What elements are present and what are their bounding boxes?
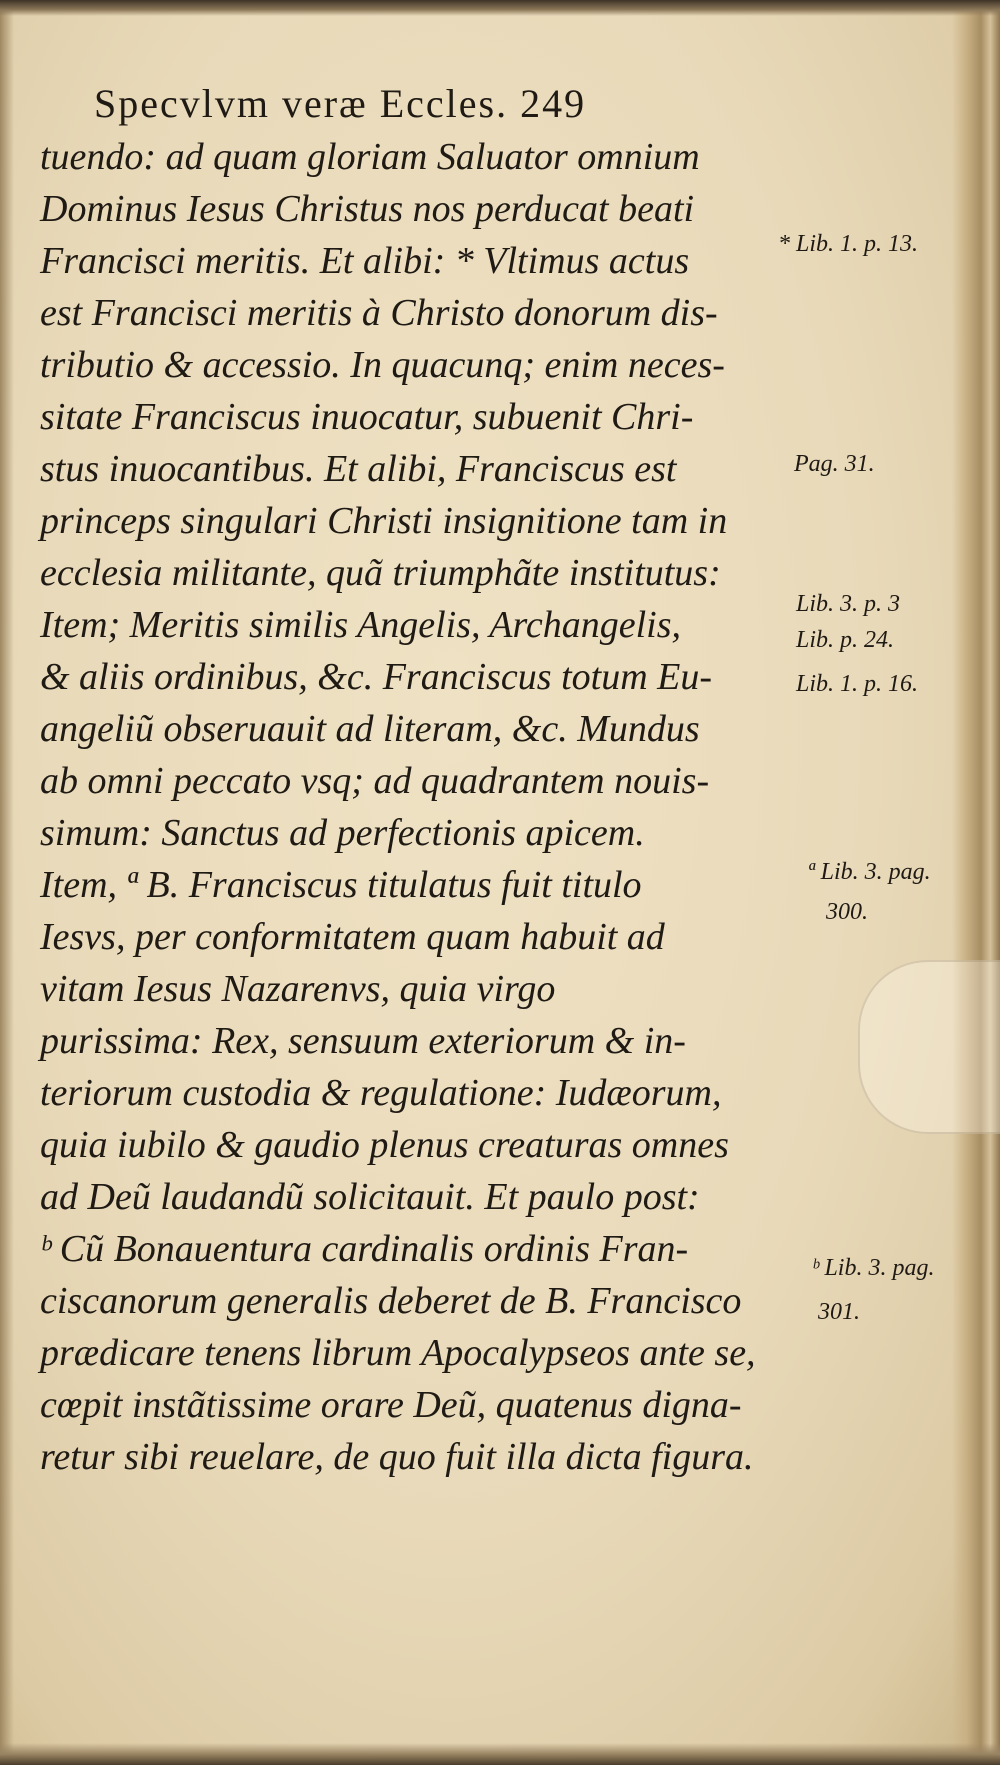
text-line: Francisci meritis. Et alibi: * Vltimus actus [40,240,690,282]
text-line: & aliis ordinibus, &c. Franciscus totum Eu- [40,656,713,698]
text-line: prædicare tenens librum Apocalypseos ante se, [40,1332,756,1374]
text-line: stus inuocantibus. Et alibi, Franciscus est [40,448,677,490]
page-tab-mark [858,960,1000,1134]
margin-note: 301. [818,1299,860,1325]
text-line: ad Deũ laudandũ solicitauit. Et paulo post: [40,1176,700,1218]
page-bottom-edge [0,1743,1000,1765]
page-top-edge [0,0,1000,16]
text-line: retur sibi reuelare, de quo fuit illa dicta figura. [40,1436,754,1478]
text-line: angeliũ obseruauit ad literam, &c. Mundus [40,708,700,750]
text-line: Iesvs, per conformitatem quam habuit ad [40,916,665,958]
text-line: tuendo: ad quam gloriam Saluator omnium [40,136,700,178]
text-line: Dominus Iesus Christus nos perducat beati [40,188,695,230]
text-line: tributio & accessio. In quacunq; enim neces- [40,344,725,386]
text-line: quia iubilo & gaudio plenus creaturas omnes [40,1124,729,1166]
page-right-edge [952,0,1000,1765]
text-line: sitate Franciscus inuocatur, subuenit Chri- [40,396,694,438]
text-line: teriorum custodia & regulatione: Iudæorum, [40,1072,722,1114]
margin-note: ª Lib. 3. pag. [808,859,931,885]
text-line: ecclesia militante, quã triumphãte institutus: [40,552,721,594]
text-line: Item; Meritis similis Angelis, Archangelis, [40,604,682,646]
margin-note: Lib. 3. p. 3 [796,591,901,617]
margin-note: Lib. 1. p. 16. [796,671,919,697]
text-line: ciscanorum generalis deberet de B. Francisco [40,1280,742,1322]
text-line: est Francisci meritis à Christo donorum dis- [40,292,718,334]
margin-note: ᵇ Lib. 3. pag. [812,1255,935,1281]
text-line: Item, ª B. Franciscus titulatus fuit titulo [40,864,642,906]
margin-note: 300. [826,899,868,925]
running-header: Specvlvm veræ Eccles. 249 [94,81,587,126]
margin-note: Lib. p. 24. [796,627,895,653]
text-line: cœpit instãtissime orare Deũ, quatenus digna- [40,1384,742,1426]
text-line: princeps singulari Christi insignitione tam in [40,500,728,542]
text-line: ab omni peccato vsq; ad quadrantem nouis- [40,760,710,802]
text-line: vitam Iesus Nazarenvs, quia virgo [40,968,556,1010]
margin-note: Pag. 31. [794,451,875,477]
text-line: ᵇ Cũ Bonauentura cardinalis ordinis Fran- [40,1228,689,1270]
text-line: purissima: Rex, sensuum exteriorum & in- [40,1020,686,1062]
text-line: simum: Sanctus ad perfectionis apicem. [40,812,645,854]
page-left-shadow [0,0,14,1765]
margin-note: * Lib. 1. p. 13. [778,231,919,257]
